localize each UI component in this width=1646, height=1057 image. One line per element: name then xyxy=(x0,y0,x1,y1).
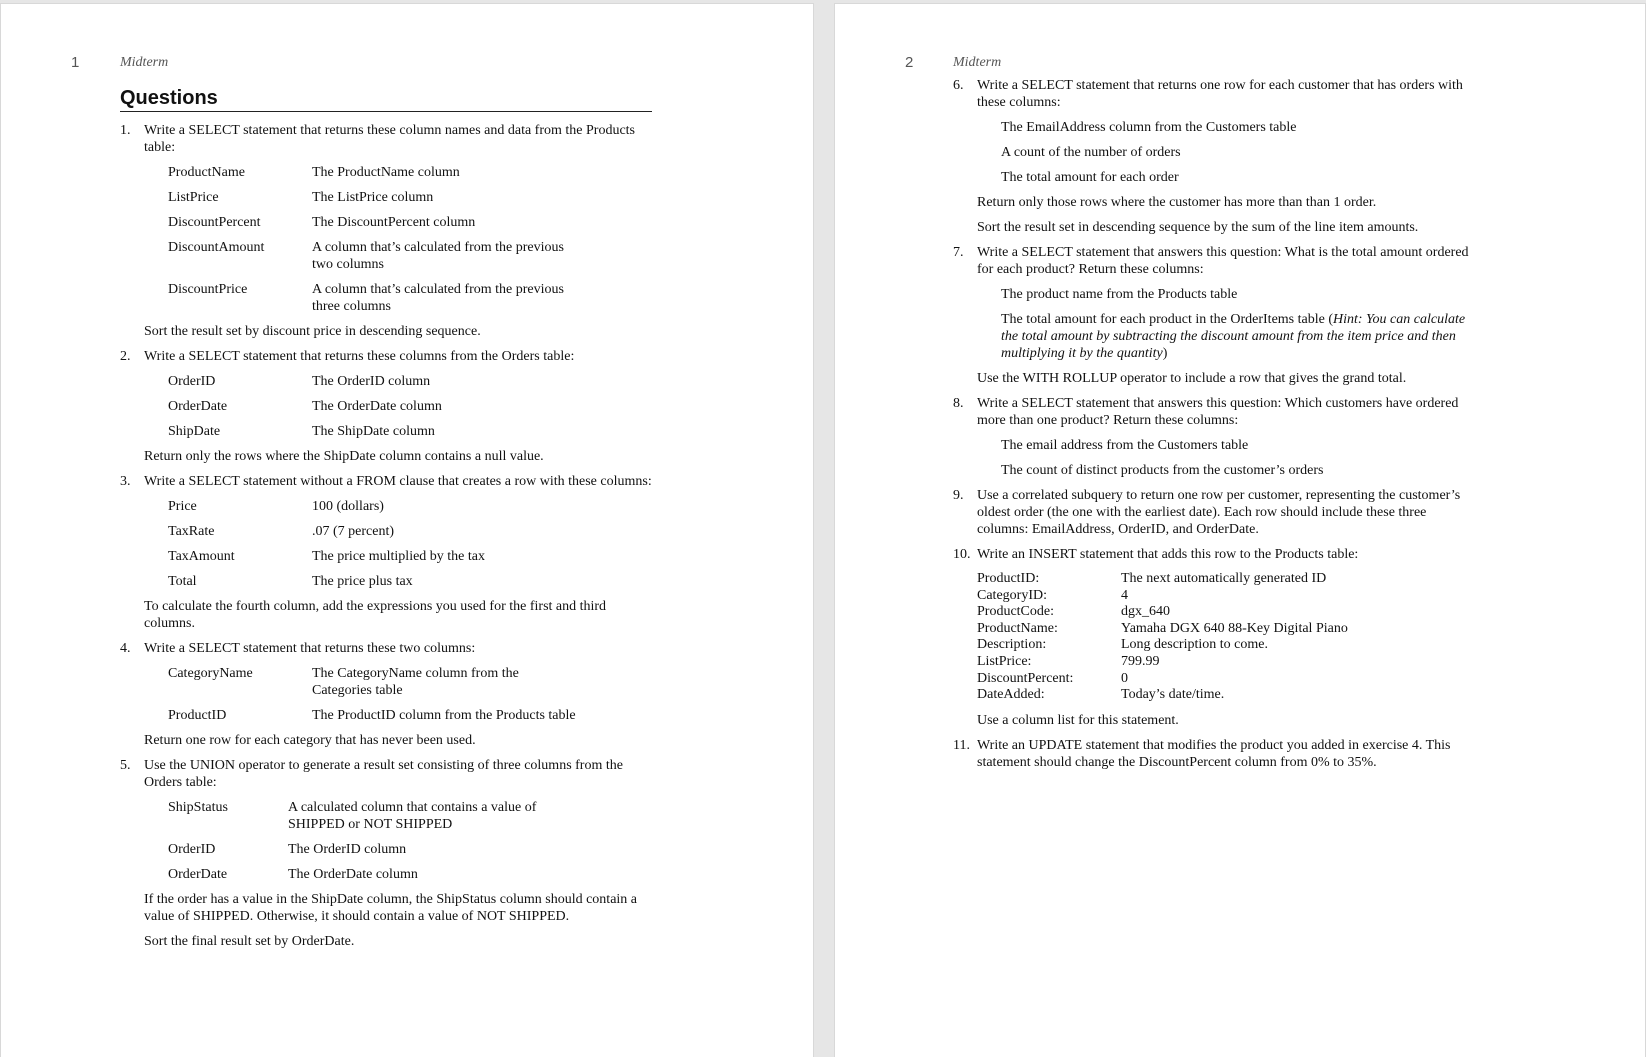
question-11 xyxy=(953,737,1478,771)
column-spec-row xyxy=(144,707,652,724)
question-number: 8. xyxy=(953,396,964,411)
question-prompt: Write an INSERT statement that adds this row to the Products table: xyxy=(977,547,1359,562)
column-name: ProductName xyxy=(168,165,245,180)
field-value: 0 xyxy=(1121,670,1128,686)
column-item-text: The total amount for each product in the OrderItems table ( xyxy=(1001,312,1333,327)
question-10 xyxy=(953,546,1478,729)
page-1-content xyxy=(120,86,652,958)
column-spec-row xyxy=(144,573,652,590)
insert-field-row xyxy=(977,588,1478,605)
column-spec-row xyxy=(144,239,652,273)
question-8 xyxy=(953,395,1478,479)
question-note: Sort the result set in descending sequence by the sum of the line item amounts. xyxy=(977,220,1419,235)
column-spec-row xyxy=(144,523,652,540)
page-header: Midterm xyxy=(120,55,169,70)
field-value: 799.99 xyxy=(1121,653,1160,669)
insert-field-row xyxy=(977,604,1478,621)
page-header: Midterm xyxy=(953,55,1002,70)
question-prompt: Write a SELECT statement without a FROM clause that creates a row with these columns: xyxy=(144,474,652,489)
column-item: The EmailAddress column from the Customers table xyxy=(1001,120,1297,135)
column-description: The price plus tax xyxy=(312,574,413,589)
question-note: Sort the result set by discount price in descending sequence. xyxy=(144,324,481,339)
question-number: 3. xyxy=(120,474,131,489)
column-spec-row xyxy=(144,281,652,315)
column-name: OrderDate xyxy=(168,867,228,882)
column-description: The OrderID column xyxy=(312,374,431,389)
hint-text: Hint: You can calculate the total amount by subtracting the discount amount from the item price and then multiplying it by the quantity xyxy=(1001,312,1466,361)
question-note: If the order has a value in the ShipDate column, the ShipStatus column should contain a value of SHIPPED. Otherwise, it should contain a value of NOT SHIPPED. xyxy=(144,892,638,924)
column-description: A column that’s calculated from the previous three columns xyxy=(312,282,564,314)
question-4 xyxy=(120,640,652,749)
field-name: DiscountPercent: xyxy=(977,670,1074,686)
column-name: DiscountAmount xyxy=(168,240,265,255)
field-name: ProductCode: xyxy=(977,604,1054,620)
field-value: dgx_640 xyxy=(1121,604,1170,620)
question-number: 6. xyxy=(953,78,964,93)
field-value: Long description to come. xyxy=(1121,637,1268,653)
column-name: CategoryName xyxy=(168,666,253,681)
column-spec-row xyxy=(144,423,652,440)
column-item xyxy=(977,311,1478,362)
section-title: Questions xyxy=(120,86,652,112)
question-prompt: Write a SELECT statement that answers this question: Which customers have ordered more than one product? Return these columns: xyxy=(977,396,1459,428)
insert-field-row xyxy=(977,671,1478,688)
column-spec-row xyxy=(144,164,652,181)
insert-field-row xyxy=(977,687,1478,704)
column-spec-row xyxy=(144,373,652,390)
column-description: A column that’s calculated from the previous two columns xyxy=(312,240,564,272)
column-description: The ProductName column xyxy=(312,165,460,180)
question-prompt: Use the UNION operator to generate a result set consisting of three columns from the Orders table: xyxy=(144,758,623,790)
question-number: 7. xyxy=(953,245,964,260)
column-item: The total amount for each order xyxy=(1001,170,1179,185)
column-name: Total xyxy=(168,574,197,589)
column-item-text-end: ) xyxy=(1162,346,1168,361)
column-spec-row xyxy=(144,841,652,858)
question-number: 10. xyxy=(953,547,971,562)
question-prompt: Write a SELECT statement that returns these column names and data from the Products table: xyxy=(144,123,635,155)
page-1 xyxy=(0,3,814,1057)
column-name: ShipDate xyxy=(168,424,221,439)
question-list xyxy=(120,122,652,950)
question-6 xyxy=(953,77,1478,236)
insert-field-row xyxy=(977,621,1478,638)
question-note: Return only the rows where the ShipDate column contains a null value. xyxy=(144,449,544,464)
column-spec-row xyxy=(144,866,652,883)
question-note: Return one row for each category that has never been used. xyxy=(144,733,476,748)
question-number: 1. xyxy=(120,123,131,138)
insert-field-row xyxy=(977,637,1478,654)
column-description: The price multiplied by the tax xyxy=(312,549,486,564)
question-prompt: Write a SELECT statement that answers this question: What is the total amount ordered for each product? Return these columns: xyxy=(977,245,1469,277)
column-name: DiscountPrice xyxy=(168,282,248,297)
field-name: Description: xyxy=(977,637,1047,653)
insert-field-row xyxy=(977,571,1478,588)
page-2-content xyxy=(953,77,1478,779)
field-name: ProductID: xyxy=(977,571,1040,586)
question-number: 4. xyxy=(120,641,131,656)
question-note: Use a column list for this statement. xyxy=(977,712,1179,728)
column-name: OrderID xyxy=(168,842,216,857)
column-item: A count of the number of orders xyxy=(1001,145,1181,160)
question-note: To calculate the fourth column, add the expressions you used for the first and third columns. xyxy=(144,599,607,631)
field-name: ListPrice: xyxy=(977,653,1032,669)
column-spec-row xyxy=(144,498,652,515)
question-number: 9. xyxy=(953,488,964,503)
column-spec-row xyxy=(144,799,652,833)
column-name: OrderDate xyxy=(168,399,228,414)
column-description: The DiscountPercent column xyxy=(312,215,476,230)
column-name: TaxAmount xyxy=(168,549,235,564)
column-name: ListPrice xyxy=(168,190,219,205)
insert-field-list xyxy=(977,571,1478,704)
field-name: DateAdded: xyxy=(977,687,1045,703)
field-name: ProductName: xyxy=(977,620,1058,636)
column-spec-row xyxy=(144,548,652,565)
column-name: DiscountPercent xyxy=(168,215,261,230)
question-note: Sort the final result set by OrderDate. xyxy=(144,934,355,949)
column-item: The product name from the Products table xyxy=(1001,287,1238,302)
column-description: The OrderID column xyxy=(288,842,407,857)
column-item: The count of distinct products from the customer’s orders xyxy=(1001,463,1324,478)
column-description: The ListPrice column xyxy=(312,190,434,205)
column-spec-row xyxy=(144,214,652,231)
column-name: Price xyxy=(168,499,197,514)
column-description: The CategoryName column from the Categories table xyxy=(312,666,519,698)
field-value: 4 xyxy=(1121,587,1128,603)
column-item: The email address from the Customers table xyxy=(1001,438,1249,453)
field-value: Today’s date/time. xyxy=(1121,687,1225,703)
column-description: The OrderDate column xyxy=(288,867,418,882)
column-description: 100 (dollars) xyxy=(312,499,384,514)
column-description: .07 (7 percent) xyxy=(312,524,395,539)
question-3 xyxy=(120,473,652,632)
question-note: Return only those rows where the customer has more than than 1 order. xyxy=(977,195,1377,210)
column-name: OrderID xyxy=(168,374,216,389)
question-number: 11. xyxy=(953,737,970,753)
question-number: 5. xyxy=(120,758,131,773)
question-5 xyxy=(120,757,652,950)
question-9 xyxy=(953,487,1478,538)
field-value: The next automatically generated ID xyxy=(1121,571,1327,586)
question-2 xyxy=(120,348,652,465)
column-description: The OrderDate column xyxy=(312,399,442,414)
question-7 xyxy=(953,244,1478,387)
question-1 xyxy=(120,122,652,340)
question-number: 2. xyxy=(120,349,131,364)
insert-field-row xyxy=(977,654,1478,671)
column-name: ProductID xyxy=(168,708,227,723)
column-name: TaxRate xyxy=(168,524,215,539)
column-spec-row xyxy=(144,665,652,699)
column-description: A calculated column that contains a value of SHIPPED or NOT SHIPPED xyxy=(288,800,537,832)
column-spec-row xyxy=(144,189,652,206)
question-prompt: Use a correlated subquery to return one row per customer, representing the customer’s oldest order (the one with the earliest date). Each row should include these three columns: EmailAddress, OrderID, and OrderDate. xyxy=(977,488,1461,537)
question-prompt: Write a SELECT statement that returns these columns from the Orders table: xyxy=(144,349,575,364)
question-prompt: Write a SELECT statement that returns one row for each customer that has orders with these columns: xyxy=(977,78,1463,110)
question-prompt: Write a SELECT statement that returns these two columns: xyxy=(144,641,476,656)
field-name: CategoryID: xyxy=(977,587,1047,603)
field-value: Yamaha DGX 640 88-Key Digital Piano xyxy=(1121,620,1348,636)
column-spec-row xyxy=(144,398,652,415)
page-number: 1 xyxy=(71,54,80,71)
question-prompt: Write an UPDATE statement that modifies the product you added in exercise 4. This statement should change the DiscountPercent column from 0% to 35%. xyxy=(977,737,1451,770)
page-2 xyxy=(834,3,1646,1057)
column-description: The ShipDate column xyxy=(312,424,435,439)
page-number: 2 xyxy=(905,54,914,71)
column-name: ShipStatus xyxy=(168,800,228,815)
question-note: Use the WITH ROLLUP operator to include a row that gives the grand total. xyxy=(977,371,1407,386)
column-description: The ProductID column from the Products table xyxy=(312,708,576,723)
